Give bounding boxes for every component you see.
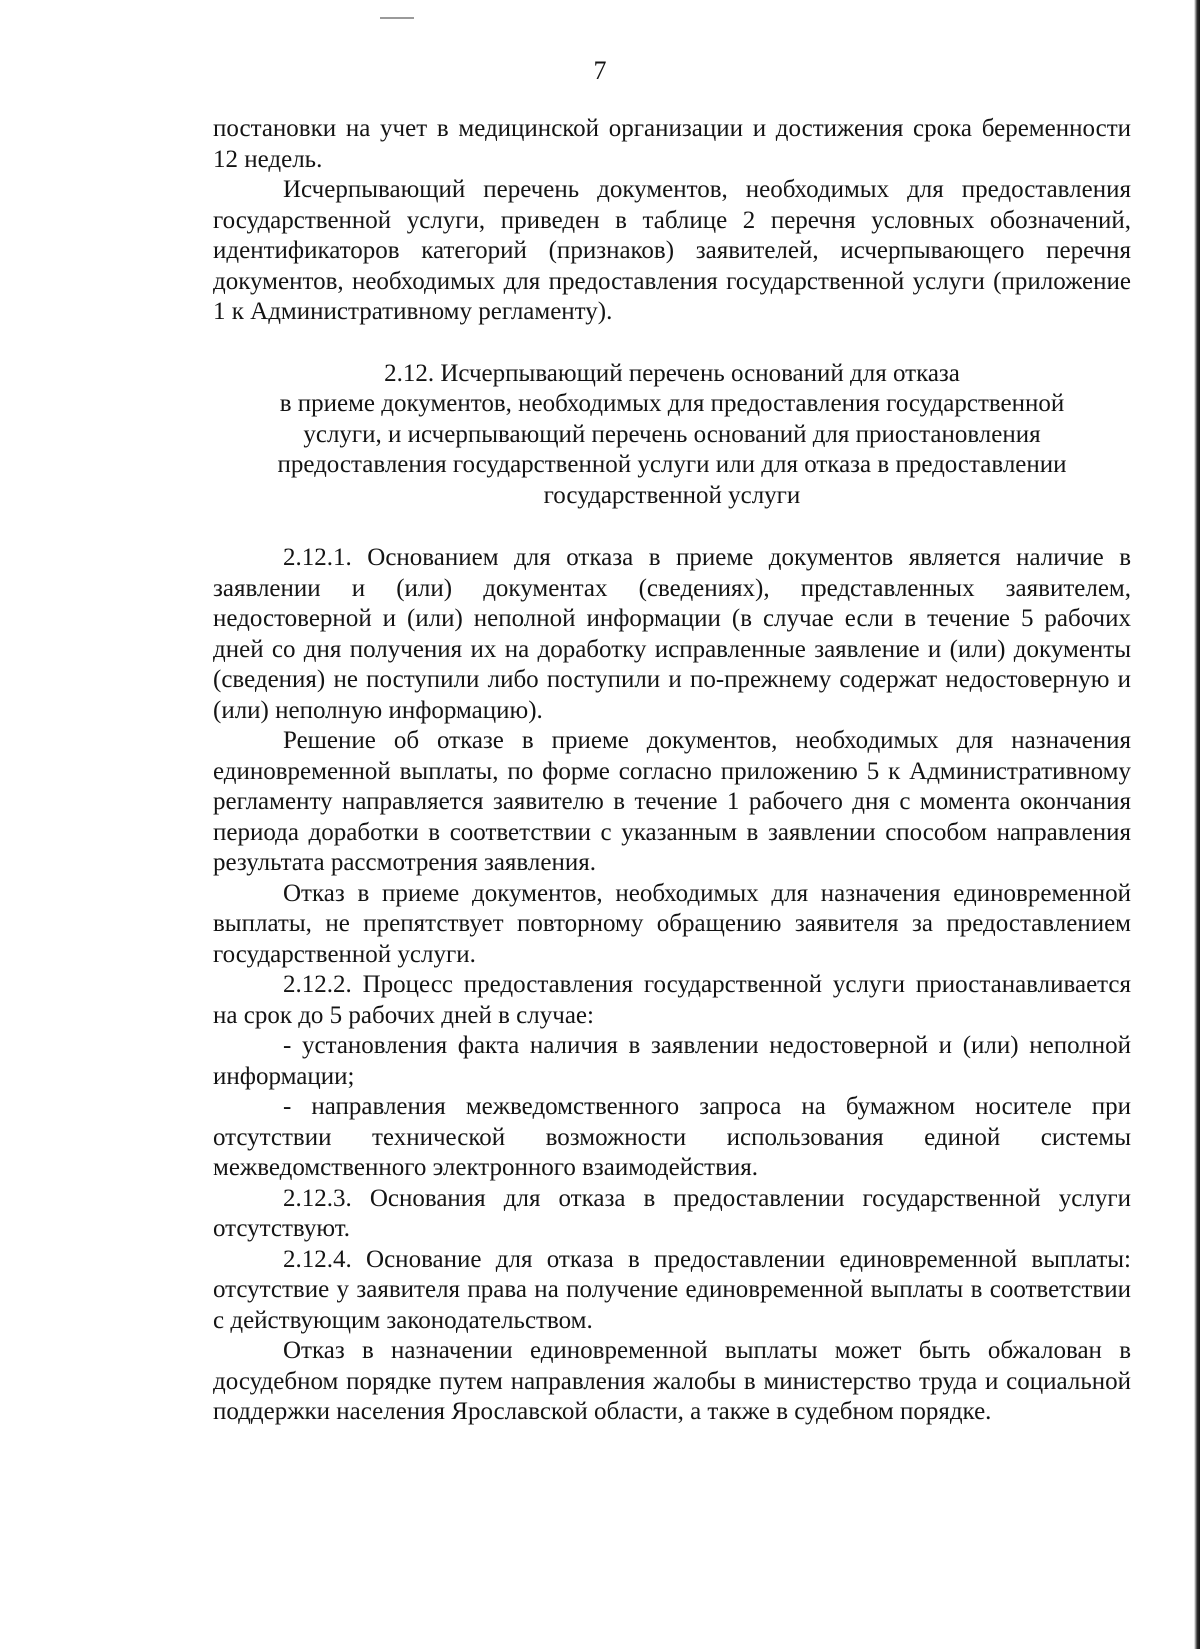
paragraph: Решение об отказе в приеме документов, необходимых для назначения единовременной выплаты, по форме согласно приложению 5 к Административному регламенту направляется заявителю в течение 1 рабочего дня с момента окончания периода доработки в соответствии с указанным в заявлении способом направления результата рассмотрения заявления. [213, 727, 1131, 876]
paragraph: Отказ в назначении единовременной выплаты может быть обжалован в досудебном порядке путем направления жалобы в министерство труда и социальной поддержки населения Ярославской области, а также в судебном порядке. [213, 1337, 1131, 1425]
heading-line: предоставления государственной услуги или для отказа в предоставлении [277, 451, 1067, 478]
paragraph: 2.12.4. Основание для отказа в предоставлении единовременной выплаты: отсутствие у заявителя права на получение единовременной выплаты в соответствии с действующим законодательством. [213, 1245, 1131, 1334]
heading-line: государственной услуги [543, 481, 801, 509]
paragraph: Исчерпывающий перечень документов, необходимых для предоставления государственной услуги, приведен в таблице 2 перечня условных обозначений, идентификаторов категорий (признаков) заявителей, исчерпывающего перечня документов, необходимых для предоставления государственной услуги (приложение 1 к Административному регламенту). [213, 176, 1131, 325]
list-item: - установления факта наличия в заявлении недостоверной и (или) неполной информации; [213, 1032, 1131, 1090]
page-number: 7 [593, 56, 607, 85]
paragraph: 2.12.3. Основания для отказа в предоставлении государственной услуги отсутствуют. [213, 1184, 1131, 1242]
paragraph: 2.12.1. Основанием для отказа в приеме документов является наличие в заявлении и (или) документах (сведениях), представленных заявителем, недостоверной и (или) неполной информации (в случае если в течение 5 рабочих дней со дня получения их на доработку исправленные заявление и (или) документы (сведения) не поступили либо поступили и по-прежнему содержат недостоверную и (или) неполную информацию). [213, 544, 1131, 724]
paragraph: 2.12.2. Процесс предоставления государственной услуги приостанавливается на срок до 5 рабочих дней в случае: [213, 971, 1131, 1029]
scan-artifact [380, 17, 414, 19]
list-item: - направления межведомственного запроса на бумажном носителе при отсутствии технической возможности использования единой системы межведомственного электронного взаимодействия. [213, 1093, 1131, 1181]
paragraph: постановки на учет в медицинской организации и достижения срока беременности 12 недель. [213, 115, 1131, 173]
heading-line: 2.12. Исчерпывающий перечень оснований для отказа [384, 359, 960, 387]
heading-line: в приеме документов, необходимых для предоставления государственной [279, 390, 1065, 417]
document-body [213, 114, 1131, 1428]
scan-edge-shadow [1194, 0, 1200, 1649]
paragraph: Отказ в приеме документов, необходимых для назначения единовременной выплаты, не препятствует повторному обращению заявителя за предоставлением государственной услуги. [213, 879, 1131, 968]
section-heading [213, 359, 1131, 512]
heading-line: услуги, и исчерпывающий перечень оснований для приостановления [303, 420, 1041, 448]
